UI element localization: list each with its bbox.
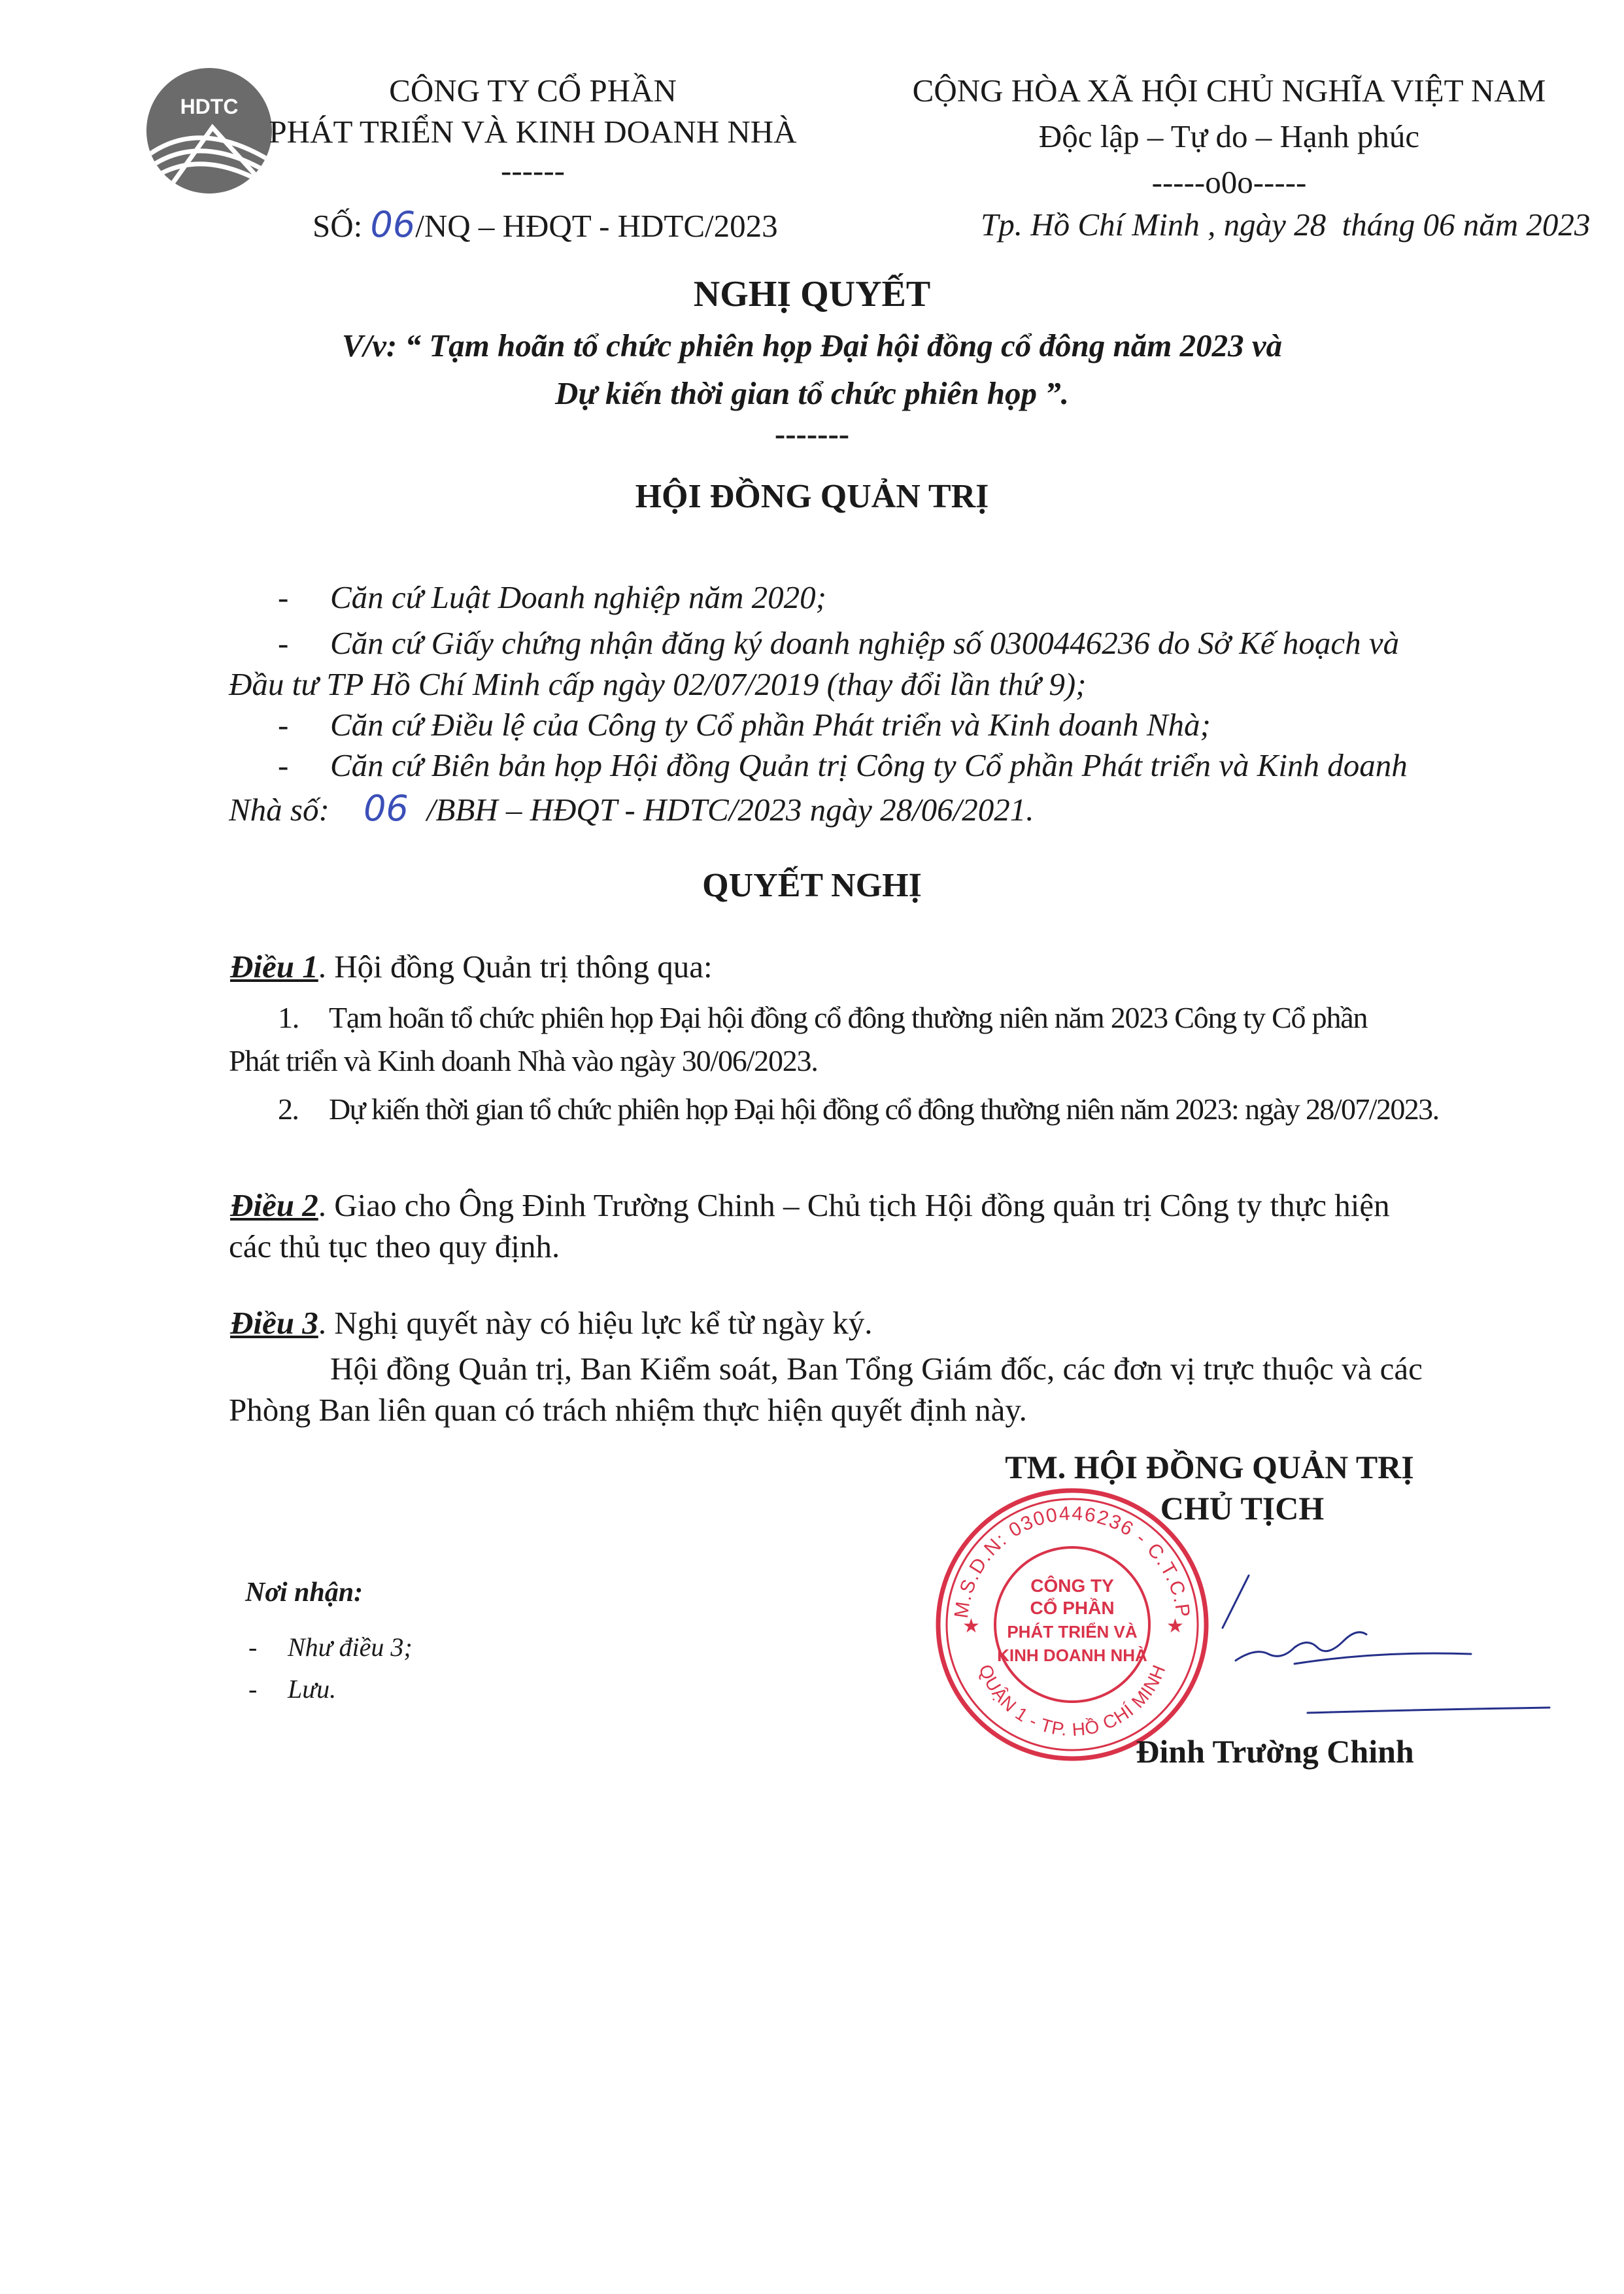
stamp-ring-text: M.S.D.N: 0300446236 - C.T.C.P (950, 1502, 1194, 1620)
stamp-center-line-3: PHÁT TRIỂN VÀ (1007, 1622, 1138, 1642)
article-2 (230, 1187, 1390, 1224)
right-header-divider: -----o0o----- (1151, 164, 1307, 200)
article-1-label: Điều 1 (230, 949, 318, 985)
stamp-center-line-4: KINH DOANH NHÀ (997, 1645, 1147, 1665)
basis-1-bullet: - (278, 579, 289, 615)
basis-1-text: Căn cứ Luật Doanh nghiệp năm 2020; (330, 579, 826, 615)
article-1-item-1 (278, 1000, 1367, 1035)
article-3-text: . Nghị quyết này có hiệu lực kể từ ngày ký. (318, 1305, 873, 1341)
resolution-heading: QUYẾT NGHỊ (702, 867, 922, 904)
article-1-item-1-number: 1. (278, 1001, 299, 1034)
basis-4-prefix: Nhà số: (229, 792, 330, 828)
basis-2 (278, 624, 1399, 662)
basis-4-text: Căn cứ Biên bản họp Hội đồng Quản trị Công ty Cổ phần Phát triển và Kinh doanh (330, 747, 1408, 783)
recipient-2-bullet: - (248, 1674, 258, 1704)
document-number (313, 204, 778, 245)
signature-role: CHỦ TỊCH (1160, 1490, 1325, 1527)
authority-heading: HỘI ĐỒNG QUẢN TRỊ (635, 478, 989, 515)
basis-2-text: Căn cứ Giấy chứng nhận đăng ký doanh nghiệp số 0300446236 do Sở Kế hoạch và (330, 625, 1400, 661)
stamp-star-left-icon: ★ (962, 1615, 980, 1637)
basis-4 (278, 747, 1408, 784)
basis-4-handwritten-number: 06 (364, 788, 409, 829)
recipient-1-text: Như điều 3; (288, 1632, 413, 1662)
document-number-handwritten: 06 (370, 204, 416, 245)
company-stamp (928, 1481, 1216, 1768)
article-2-text: . Giao cho Ông Đinh Trường Chinh – Chủ tịch Hội đồng quản trị Công ty thực hiện (318, 1187, 1390, 1223)
stamp-center-line-2: CỔ PHẦN (1030, 1598, 1115, 1618)
logo-text: HDTC (180, 95, 239, 118)
stamp-ring-bottom-text: QUẬN 1 - TP. HỒ CHÍ MINH (975, 1661, 1170, 1740)
basis-2-continuation: Đầu tư TP Hồ Chí Minh cấp ngày 02/07/2019 (thay đổi lần thứ 9); (229, 666, 1087, 702)
article-3 (230, 1304, 873, 1341)
title-divider: ------- (774, 416, 850, 452)
handwritten-signature (1196, 1556, 1563, 1726)
article-3-line-3: Phòng Ban liên quan có trách nhiệm thực hiện quyết định này. (229, 1392, 1027, 1428)
basis-3 (278, 706, 1211, 743)
document-number-suffix: /NQ – HĐQT - HDTC/2023 (415, 208, 778, 244)
article-1-item-1-text: Tạm hoãn tổ chức phiên họp Đại hội đồng cổ đông thường niên năm 2023 Công ty Cổ phần (329, 1001, 1368, 1034)
basis-4-suffix: /BBH – HĐQT - HDTC/2023 ngày 28/06/2021. (426, 792, 1034, 828)
article-2-label: Điều 2 (230, 1187, 318, 1223)
basis-4-bullet: - (278, 747, 289, 783)
article-1-item-1-continuation: Phát triển và Kinh doanh Nhà vào ngày 30/06/2023. (229, 1044, 818, 1077)
document-number-prefix: SỐ: (313, 208, 363, 244)
recipient-1-bullet: - (248, 1632, 258, 1662)
place-and-date: Tp. Hồ Chí Minh , ngày 28 tháng 06 năm 2023 (981, 207, 1591, 243)
stamp-center-line-1: CÔNG TY (1030, 1576, 1114, 1596)
recipient-2 (248, 1674, 336, 1704)
basis-3-bullet: - (278, 707, 289, 743)
signature-title: TM. HỘI ĐỒNG QUẢN TRỊ (1005, 1449, 1414, 1485)
basis-1 (278, 579, 826, 616)
article-1-item-2-text: Dự kiến thời gian tổ chức phiên họp Đại hội đồng cổ đông thường niên năm 2023: ngày 28/07/2023. (329, 1092, 1439, 1126)
basis-2-bullet: - (278, 625, 289, 661)
article-3-line-2: Hội đồng Quản trị, Ban Kiểm soát, Ban Tổng Giám đốc, các đơn vị trực thuộc và các (330, 1351, 1423, 1387)
subject-line-2: Dự kiến thời gian tổ chức phiên họp ”. (554, 375, 1070, 411)
document-title: NGHỊ QUYẾT (693, 274, 931, 314)
article-1 (230, 948, 713, 985)
recipient-1 (248, 1632, 413, 1662)
article-1-text: . Hội đồng Quản trị thông qua: (318, 949, 713, 985)
stamp-star-right-icon: ★ (1166, 1615, 1184, 1637)
basis-3-text: Căn cứ Điều lệ của Công ty Cổ phần Phát triển và Kinh doanh Nhà; (330, 707, 1211, 743)
article-2-continuation: các thủ tục theo quy định. (229, 1228, 560, 1264)
national-title: CỘNG HÒA XÃ HỘI CHỦ NGHĨA VIỆT NAM (912, 73, 1546, 109)
subject-line-1: V/v: “ Tạm hoãn tổ chức phiên họp Đại hội đồng cổ đông năm 2023 và (341, 328, 1283, 363)
company-name-line2: PHÁT TRIỂN VÀ KINH DOANH NHÀ (269, 114, 797, 150)
article-1-item-2-number: 2. (278, 1092, 299, 1126)
company-name-line1: CÔNG TY CỔ PHẦN (389, 73, 677, 109)
recipients-heading: Nơi nhận: (245, 1577, 364, 1608)
article-1-item-2 (278, 1092, 1438, 1126)
basis-4-continuation (229, 788, 1034, 829)
signer-name: Đinh Trường Chinh (1136, 1733, 1414, 1770)
national-motto: Độc lập – Tự do – Hạnh phúc (1038, 118, 1420, 154)
article-3-label: Điều 3 (230, 1305, 318, 1341)
recipient-2-text: Lưu. (288, 1674, 337, 1704)
left-header-divider: ------ (501, 152, 565, 188)
